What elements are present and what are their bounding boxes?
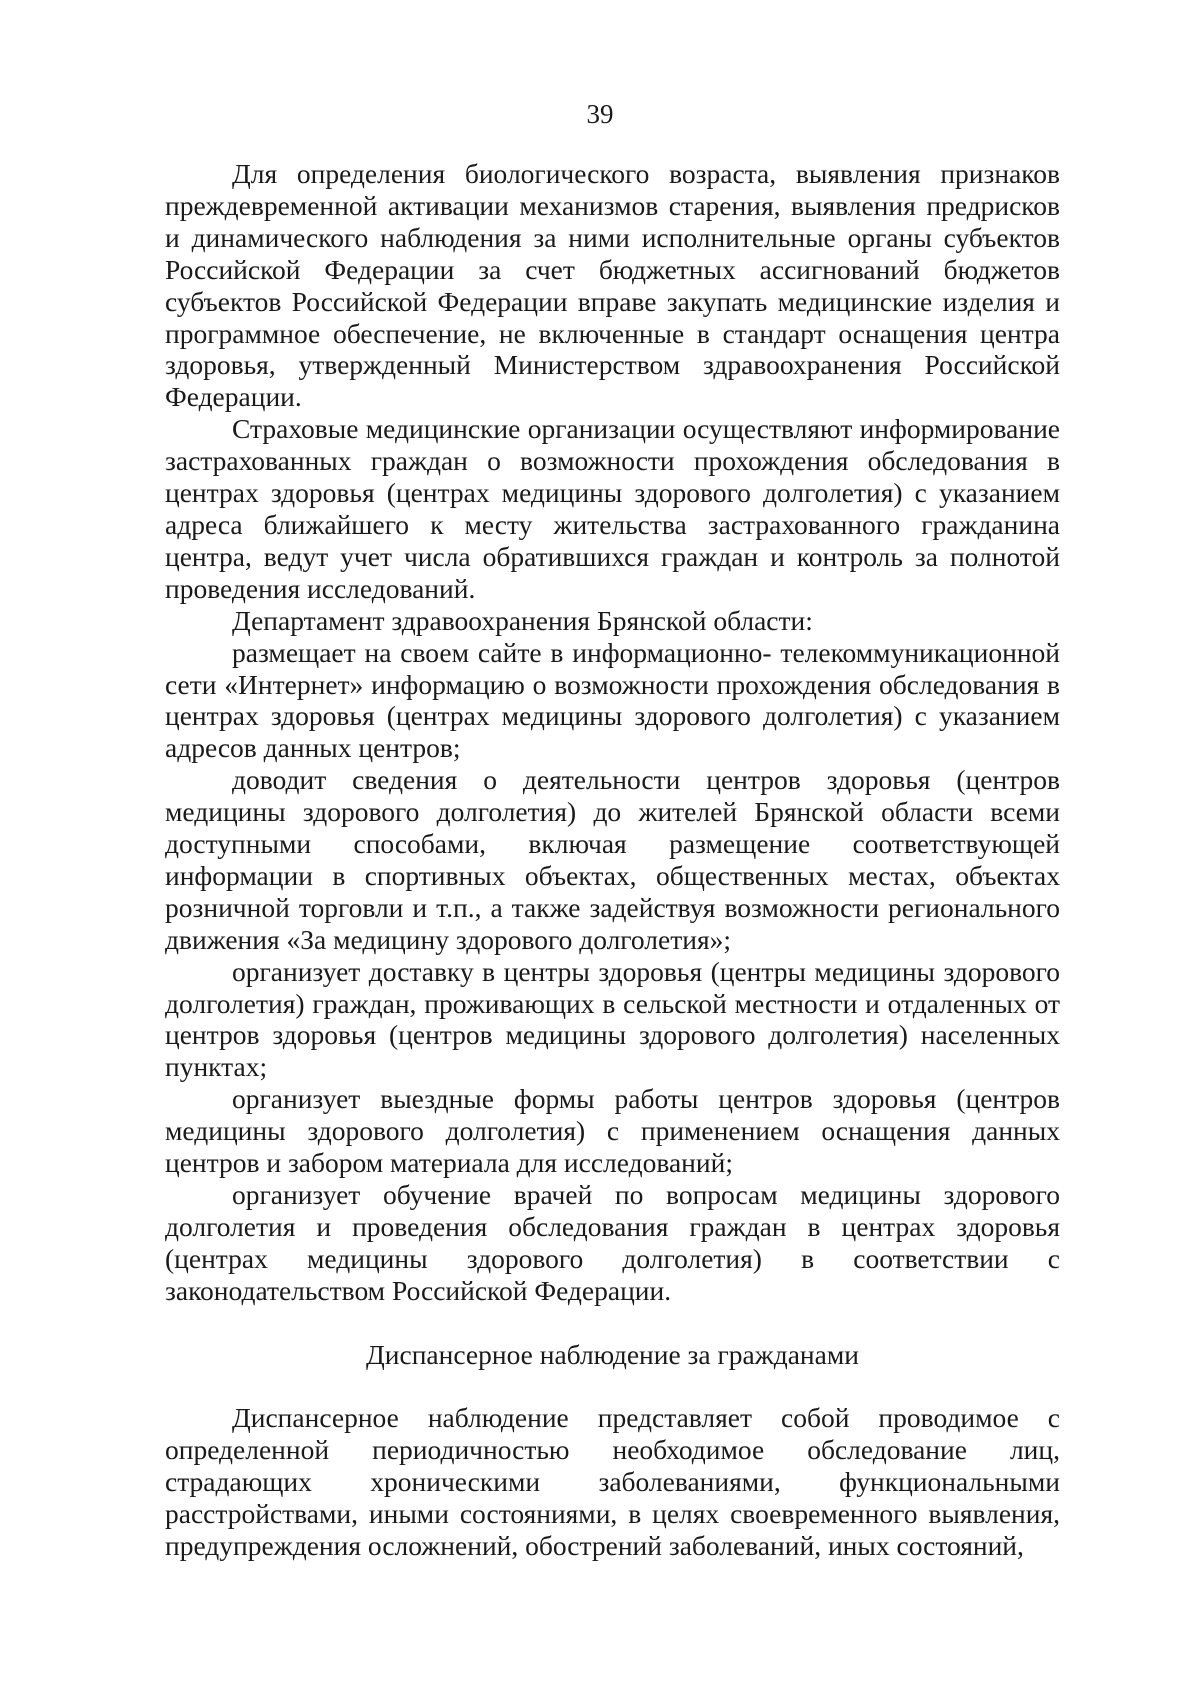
- paragraph-awareness: доводит сведения о деятельности центров здоровья (центров медицины здорового долголетия) до жителей Брянской области всеми доступными способами, включая размещение соответствующей информации в спортивных объектах, общественных местах, объектах розничной торговли и т.п., а также задействуя возможности регионального движения «За медицину здорового долголетия»;: [165, 764, 1060, 955]
- section-body: [165, 1402, 1060, 1562]
- document-body: [165, 158, 1060, 1562]
- paragraph-dispensary-definition: Диспансерное наблюдение представляет собой проводимое с определенной периодичностью необходимое обследование лиц, страдающих хроническими заболеваниями, функциональными расстройствами, иными состояниями, в целях своевременного выявления, предупреждения осложнений, обострений заболеваний, иных состояний,: [165, 1402, 1060, 1562]
- paragraph-field-work: организует выездные формы работы центров здоровья (центров медицины здорового долголетия) с применением оснащения данных центров и забором материала для исследований;: [165, 1083, 1060, 1179]
- paragraph-delivery: организует доставку в центры здоровья (центры медицины здорового долголетия) граждан, проживающих в сельской местности и отдаленных от центров здоровья (центров медицины здорового долголетия) населенных пунктах;: [165, 955, 1060, 1083]
- paragraph-department-intro: Департамент здравоохранения Брянской области:: [232, 604, 813, 636]
- section-heading: Диспансерное наблюдение за гражданами: [366, 1338, 859, 1370]
- paragraph-website-info: размещает на своем сайте в информационно- телекоммуникационной сети «Интернет» информацию о возможности прохождения обследования в центрах здоровья (центрах медицины здорового долголетия) с указанием адресов данных центров;: [165, 636, 1060, 764]
- paragraph-insurance-organizations: Страховые медицинские организации осуществляют информирование застрахованных граждан о возможности прохождения обследования в центрах здоровья (центрах медицины здорового долголетия) с указанием адреса ближайшего к месту жительства застрахованного гражданина центра, ведут учет числа обратившихся граждан и контроль за полнотой проведения исследований.: [165, 413, 1060, 604]
- paragraph-biological-age: Для определения биологического возраста, выявления признаков преждевременной активации механизмов старения, выявления предрисков и динамического наблюдения за ними исполнительные органы субъектов Российской Федерации за счет бюджетных ассигнований бюджетов субъектов Российской Федерации вправе закупать медицинские изделия и программное обеспечение, не включенные в стандарт оснащения центра здоровья, утвержденный Министерством здравоохранения Российской Федерации.: [165, 158, 1060, 413]
- paragraph-training: организует обучение врачей по вопросам медицины здорового долголетия и проведения обследования граждан в центрах здоровья (центрах медицины здорового долголетия) в соответствии с законодательством Российской Федерации.: [165, 1179, 1060, 1306]
- page-number: 39: [586, 99, 614, 129]
